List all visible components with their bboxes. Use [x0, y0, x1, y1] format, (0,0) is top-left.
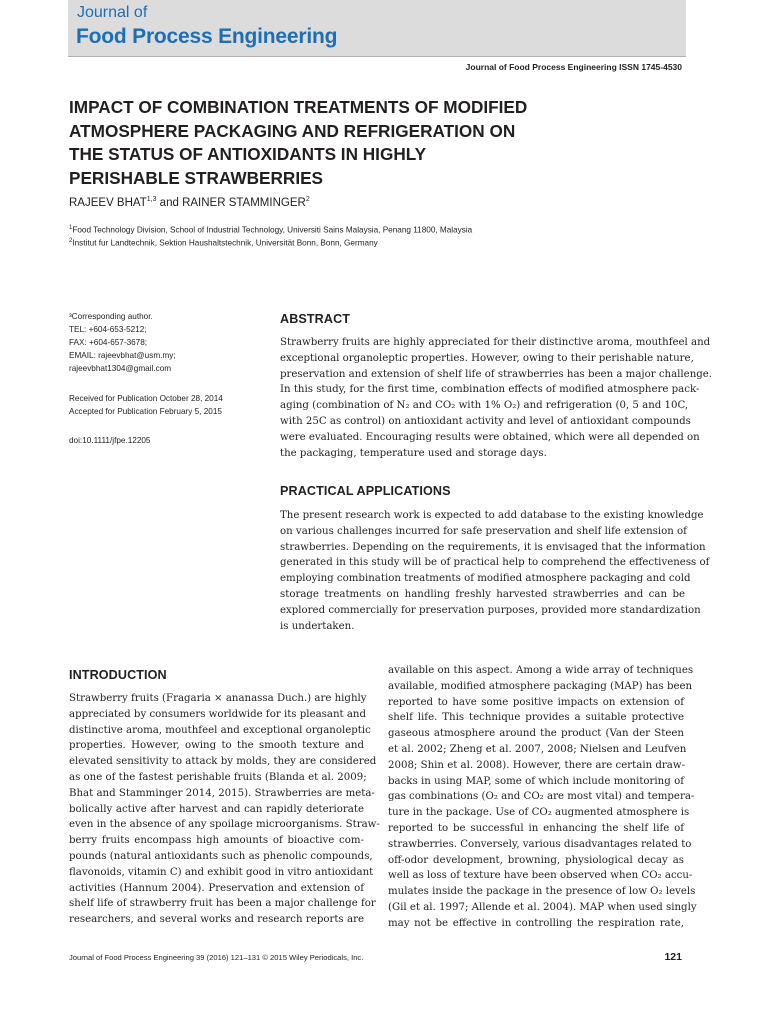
affiliation-text: Food Technology Division, School of Industrial Technology, Universiti Sains Malaysia, Penang 11800, Malaysia: [72, 225, 473, 235]
author-affiliation-marker: 2: [305, 196, 310, 203]
intro-line: mulates inside the package in the presence of low O₂ levels: [388, 886, 696, 898]
abstract-line: In this study, for the first time, combination effects of modified atmosphere pack-: [280, 384, 700, 396]
title-line: IMPACT OF COMBINATION TREATMENTS OF MODIFIED: [69, 97, 528, 117]
practical-line: The present research work is expected to add database to the existing knowledge: [280, 510, 704, 521]
abstract-line: with 25C as control) on antioxidant activity and level of antioxidant compounds: [280, 415, 691, 427]
practical-line: storage treatments on handling freshly harvested strawberries and can be: [280, 588, 685, 600]
intro-line: shelf life of strawberry fruit has been a major challenge for: [69, 898, 376, 910]
introduction-right-column: [388, 663, 697, 932]
footer-citation: Journal of Food Process Engineering 39 (2016) 121–131 © 2015 Wiley Periodicals, Inc.: [69, 953, 364, 962]
doi[interactable]: doi:10.1111/jfpe.12205: [69, 436, 151, 445]
article-title: [69, 96, 629, 190]
abstract-line: Strawberry fruits are highly appreciated for their distinctive aroma, mouthfeel and: [280, 337, 711, 348]
title-line: THE STATUS OF ANTIOXIDANTS IN HIGHLY: [69, 144, 427, 164]
intro-line: appreciated by consumers worldwide for its pleasant and: [69, 708, 366, 720]
intro-line: off-odor development, browning, physiological decay as: [388, 854, 684, 866]
practical-line: on various challenges incurred for safe preservation and shelf life extension of: [280, 525, 687, 537]
intro-line: Strawberry fruits (Fragaria × ananassa Duch.) are highly: [69, 693, 367, 704]
affiliation: [69, 238, 378, 248]
practical-line: generated in this study will be of practical help to comprehend the effectiveness of: [280, 557, 710, 569]
title-line: ATMOSPHERE PACKAGING AND REFRIGERATION ON: [69, 120, 516, 141]
intro-line: Bhat and Stamminger 2014, 2015). Strawberries are meta-: [69, 787, 375, 799]
abstract-line: preservation and extension of shelf life of strawberries has been a major challenge.: [280, 368, 713, 380]
abstract-line: the packaging, temperature used and storage days.: [280, 447, 547, 459]
intro-line: even in the absence of any spoilage microorganisms. Straw-: [69, 819, 380, 831]
intro-line: activities (Hannum 2004). Preservation and extension of: [69, 882, 364, 894]
intro-line: bolically active after harvest and can rapidly deteriorate: [69, 803, 364, 815]
intro-line: shelf life. This technique provides a suitable protective: [388, 712, 684, 724]
intro-line: berry fruits encompass high amounts of bioactive com-: [69, 835, 364, 847]
intro-line: distinctive aroma, mouthfeel and exceptional organoleptic: [69, 724, 371, 736]
introduction-heading: INTRODUCTION: [69, 668, 167, 682]
practical-applications-heading: PRACTICAL APPLICATIONS: [280, 484, 451, 498]
practical-line: strawberries. Depending on the requirements, it is envisaged that the information: [280, 541, 706, 553]
abstract-heading: ABSTRACT: [280, 312, 351, 326]
intro-line: gaseous atmosphere around the product (Van der Steen: [388, 728, 684, 740]
meta-line[interactable]: EMAIL: rajeevbhat@usm.my;: [69, 351, 176, 360]
corresponding-author-block: [69, 310, 259, 375]
meta-line: ³Corresponding author.: [69, 312, 153, 321]
practical-line: explored commercially for preservation purposes, provided more standardization: [280, 604, 701, 616]
intro-line: properties. However, owing to the smooth texture and: [69, 740, 364, 752]
intro-line: ture in the package. Use of CO₂ augmented atmosphere is: [388, 807, 690, 819]
author-name: RAJEEV BHAT: [69, 196, 147, 209]
page-number: 121: [664, 951, 682, 963]
intro-line: 2008; Shin et al. 2008). However, there are certain draw-: [388, 759, 686, 771]
intro-line: as one of the fastest perishable fruits (Blanda et al. 2009;: [69, 771, 367, 783]
meta-line[interactable]: rajeevbhat1304@gmail.com: [69, 364, 172, 373]
affiliation-text: Institut fur Landtechnik, Sektion Haushaltstechnik, Universität Bonn, Bonn, Germany: [72, 238, 378, 248]
author-separator: and: [156, 196, 183, 209]
abstract-line: aging (combination of N₂ and CO₂ with 1% O₂) and refrigeration (0, 5 and 10C,: [280, 400, 689, 412]
author-name: RAINER STAMMINGER: [182, 196, 306, 209]
intro-line: may not be effective in controlling the respiration rate,: [388, 917, 684, 929]
intro-line: flavonoids, vitamin C) and exhibit good in vitro antioxidant: [69, 866, 374, 878]
meta-line: TEL: +604-653-5212;: [69, 325, 147, 334]
journal-banner-prefix: Journal of: [77, 4, 148, 21]
banner-divider: [68, 56, 686, 57]
meta-line: FAX: +604-657-3678;: [69, 338, 148, 347]
intro-line: pounds (natural antioxidants such as phenolic compounds,: [69, 850, 373, 862]
intro-line: elevated sensitivity to attack by molds, they are considered: [69, 756, 377, 768]
intro-line: et al. 2002; Zheng et al. 2007, 2008; Nielsen and Leufven: [388, 743, 687, 755]
intro-line: backs in using MAP, some of which include monitoring of: [388, 775, 684, 787]
intro-line: strawberries. Conversely, various disadvantages related to: [388, 838, 692, 850]
abstract-line: exceptional organoleptic properties. However, owing to their perishable nature,: [280, 352, 694, 364]
intro-line: well as loss of texture have been observed when CO₂ accu-: [388, 870, 693, 882]
affiliation: [69, 225, 472, 235]
accepted-date: Accepted for Publication February 5, 2015: [69, 407, 222, 416]
intro-line: researchers, and several works and research reports are: [69, 914, 364, 926]
author-affiliation-marker: 1,3: [146, 196, 157, 203]
intro-line: reported to be successful in enhancing the shelf life of: [388, 822, 684, 834]
affiliation-marker: 2: [69, 238, 73, 244]
author-list: [69, 196, 310, 209]
intro-line: available, modified atmosphere packaging (MAP) has been: [388, 680, 693, 692]
abstract-body: [280, 335, 713, 461]
publication-dates: [69, 392, 259, 418]
intro-line: available on this aspect. Among a wide array of techniques: [388, 665, 694, 676]
title-line: PERISHABLE STRAWBERRIES: [69, 167, 324, 188]
journal-issn-line: Journal of Food Process Engineering ISSN 1745-4530: [465, 62, 682, 72]
intro-line: (Gil et al. 1997; Allende et al. 2004). MAP when used singly: [388, 901, 697, 913]
received-date: Received for Publication October 28, 2014: [69, 394, 223, 403]
affiliation-marker: 1: [69, 225, 73, 231]
practical-line: employing combination treatments of modified atmosphere packaging and cold: [280, 573, 691, 585]
intro-line: reported to have some positive impacts on extension of: [388, 696, 684, 708]
practical-applications-body: [280, 508, 710, 634]
practical-line: is undertaken.: [280, 620, 355, 632]
intro-line: gas combinations (O₂ and CO₂ are most vital) and tempera-: [388, 791, 695, 803]
abstract-line: were evaluated. Encouraging results were obtained, which were all depended on: [280, 431, 700, 443]
introduction-left-column: [69, 691, 380, 928]
journal-banner-title: Food Process Engineering: [76, 25, 338, 48]
